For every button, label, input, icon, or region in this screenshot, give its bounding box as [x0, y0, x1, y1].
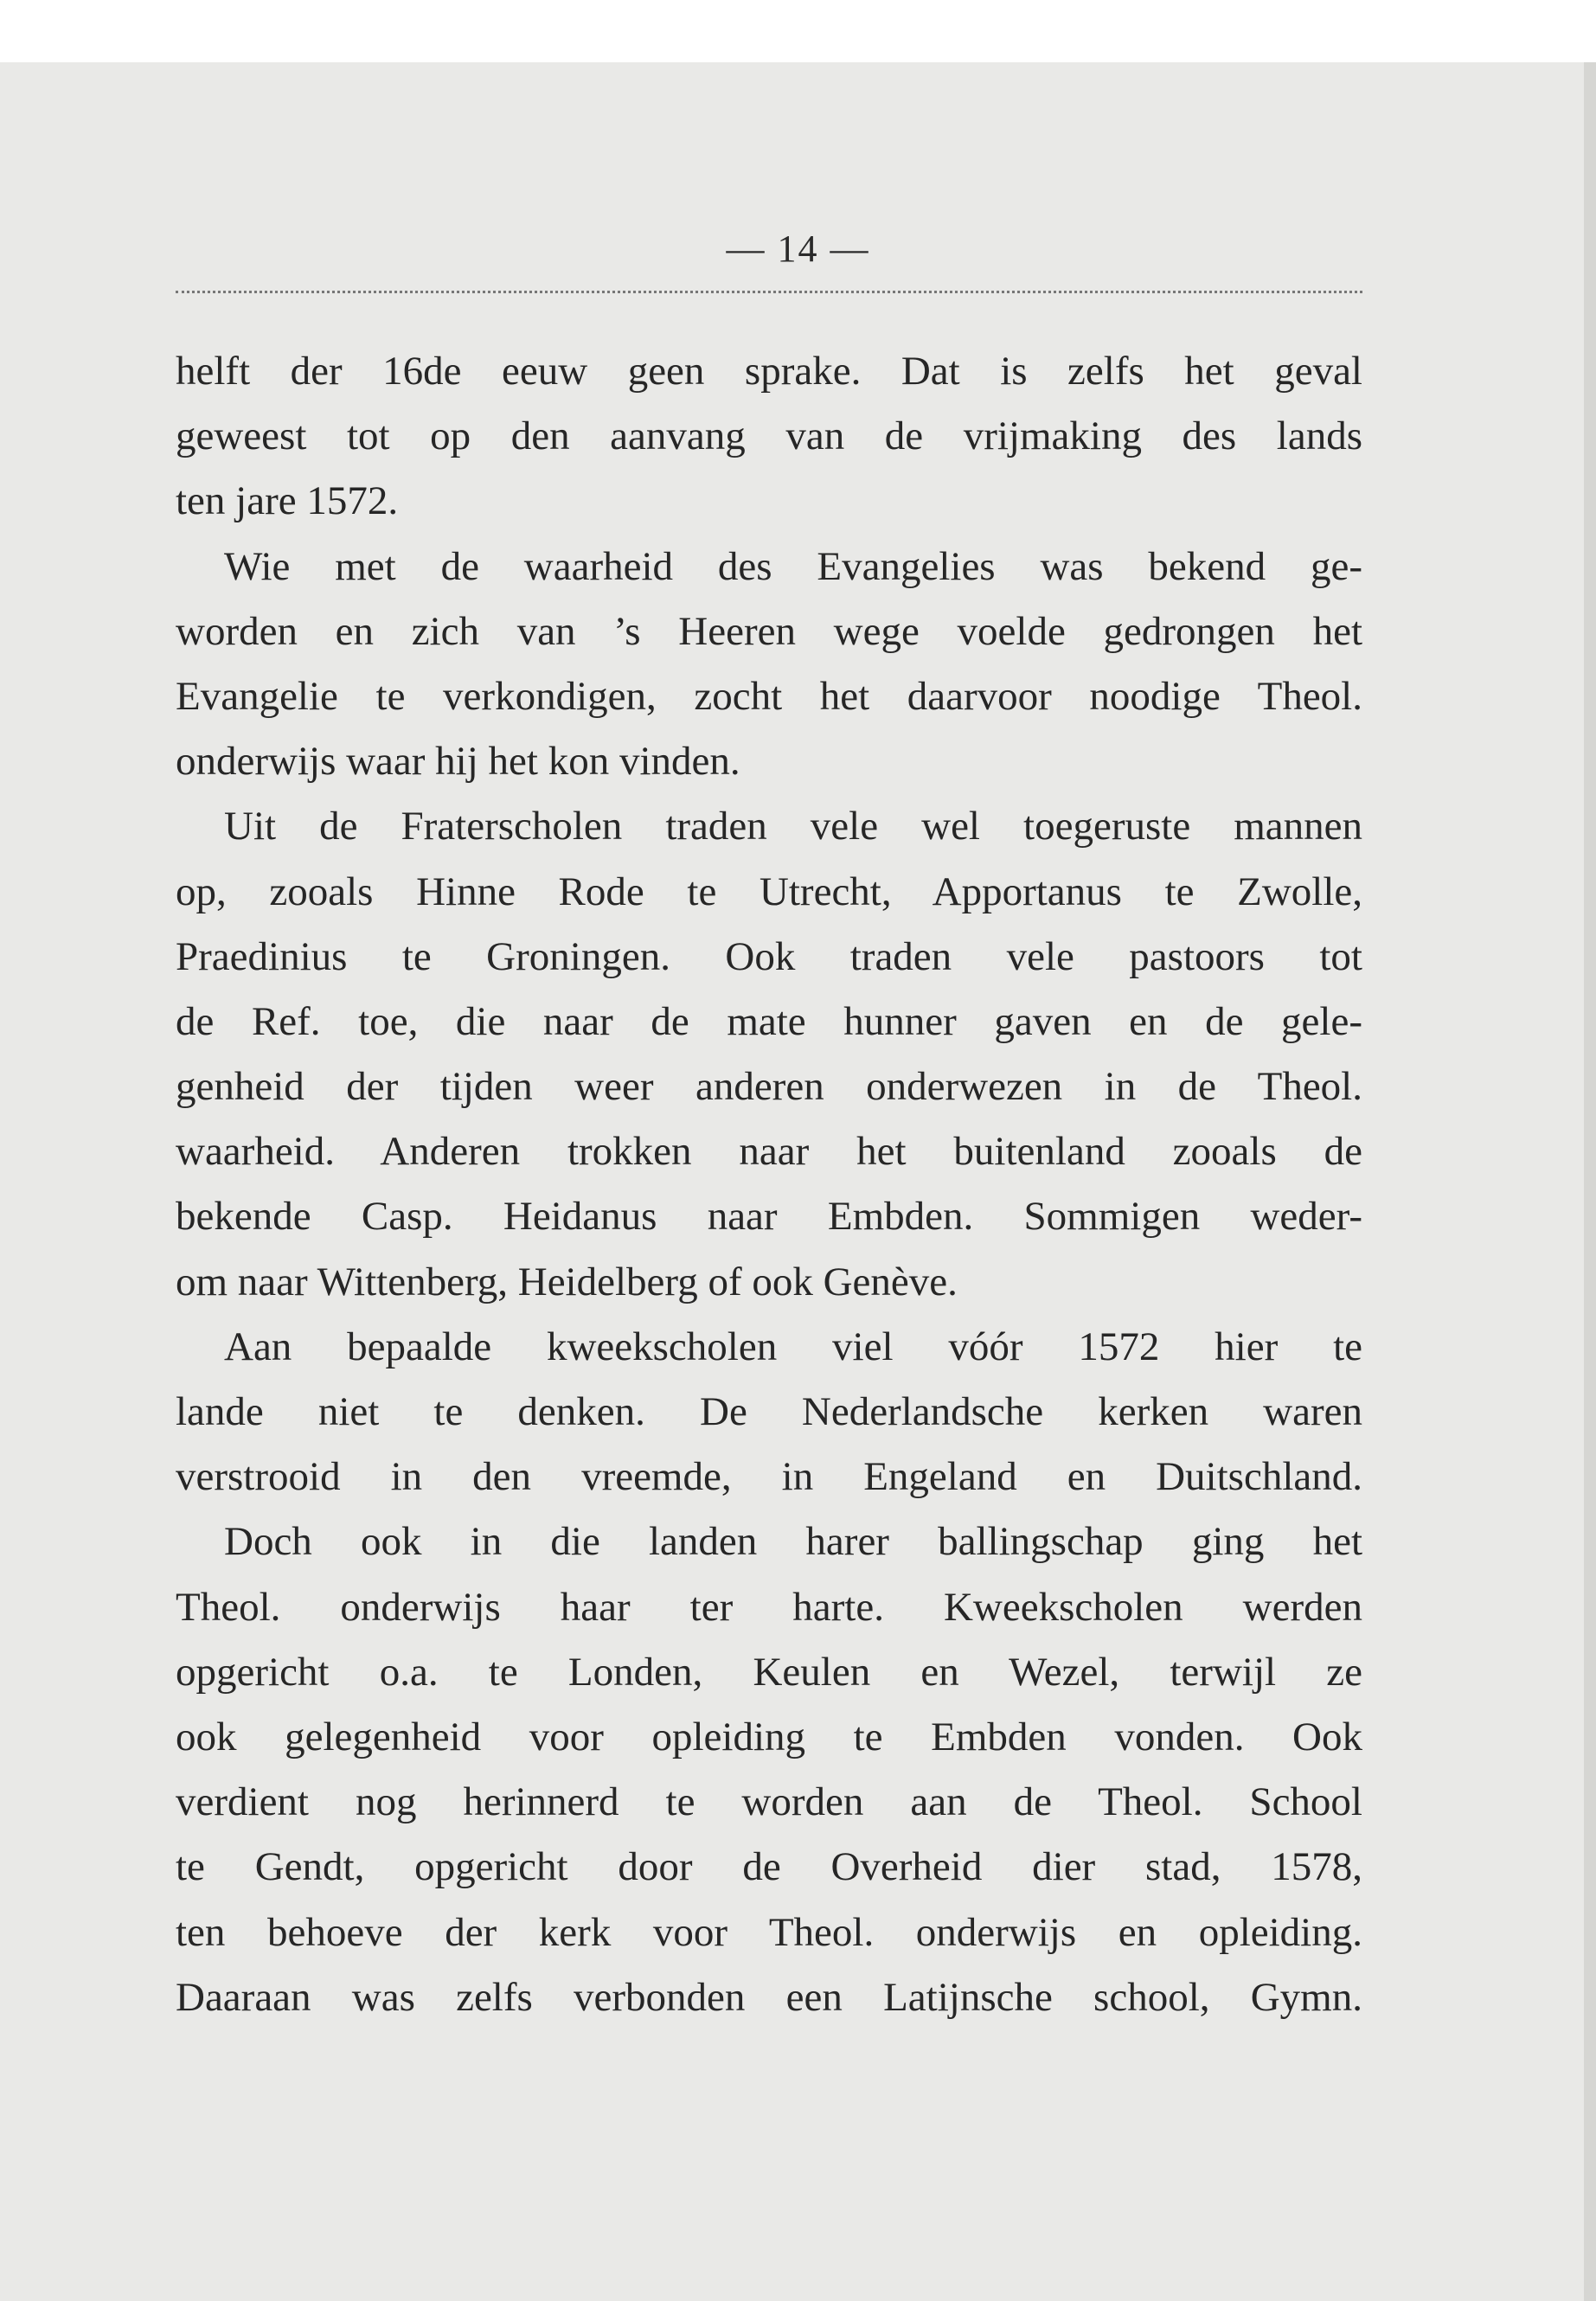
text-line: Theol. onderwijs haar ter harte. Kweekscholen werden [176, 1584, 1362, 1630]
text-line: Evangelie te verkondigen, zocht het daarvoor noodige Theol. [176, 673, 1362, 719]
text-line: Doch ook in die landen harer ballingschap ging het [224, 1519, 1362, 1565]
text-line: de Ref. toe, die naar de mate hunner gaven en de gele- [176, 998, 1362, 1044]
text-line: helft der 16de eeuw geen sprake. Dat is zelfs het geval [176, 349, 1362, 394]
text-line: genheid der tijden weer anderen onderwezen in de Theol. [176, 1064, 1362, 1110]
page-number: — 14 — [726, 228, 870, 270]
text-line: op, zooals Hinne Rode te Utrecht, Apportanus te Zwolle, [176, 868, 1362, 914]
header-rule [176, 291, 1362, 293]
body-text [176, 339, 1362, 2030]
text-line: ten jare 1572. [176, 478, 399, 524]
text-line: lande niet te denken. De Nederlandsche kerken waren [176, 1389, 1362, 1434]
text-line: bekende Casp. Heidanus naar Embden. Sommigen weder- [176, 1194, 1362, 1240]
text-line: verdient nog herinnerd te worden aan de Theol. School [176, 1779, 1362, 1825]
page-edge-shadow [1584, 62, 1596, 2301]
text-line: ook gelegenheid voor opleiding te Embden vonden. Ook [176, 1714, 1362, 1759]
text-line: geweest tot op den aanvang van de vrijmaking des lands [176, 413, 1362, 459]
text-line: Praedinius te Groningen. Ook traden vele pastoors tot [176, 933, 1362, 979]
text-line: opgericht o.a. te Londen, Keulen en Wezel, terwijl ze [176, 1649, 1362, 1695]
text-line: Daaraan was zelfs verbonden een Latijnsche school, Gymn. [176, 1974, 1362, 2020]
text-line: Aan bepaalde kweekscholen viel vóór 1572 hier te [224, 1324, 1362, 1369]
text-line: onderwijs waar hij het kon vinden. [176, 739, 740, 785]
text-line: Uit de Fraterscholen traden vele wel toegeruste mannen [224, 804, 1362, 849]
text-line: Wie met de waarheid des Evangelies was bekend ge- [224, 543, 1362, 589]
text-line: verstrooid in den vreemde, in Engeland en Duitschland. [176, 1454, 1362, 1500]
text-line: om naar Wittenberg, Heidelberg of ook Genève. [176, 1259, 958, 1304]
text-line: worden en zich van ’s Heeren wege voelde gedrongen het [176, 608, 1362, 654]
text-line: waarheid. Anderen trokken naar het buitenland zooals de [176, 1129, 1362, 1175]
text-line: te Gendt, opgericht door de Overheid dier stad, 1578, [176, 1844, 1362, 1890]
text-line: ten behoeve der kerk voor Theol. onderwijs en opleiding. [176, 1909, 1362, 1955]
